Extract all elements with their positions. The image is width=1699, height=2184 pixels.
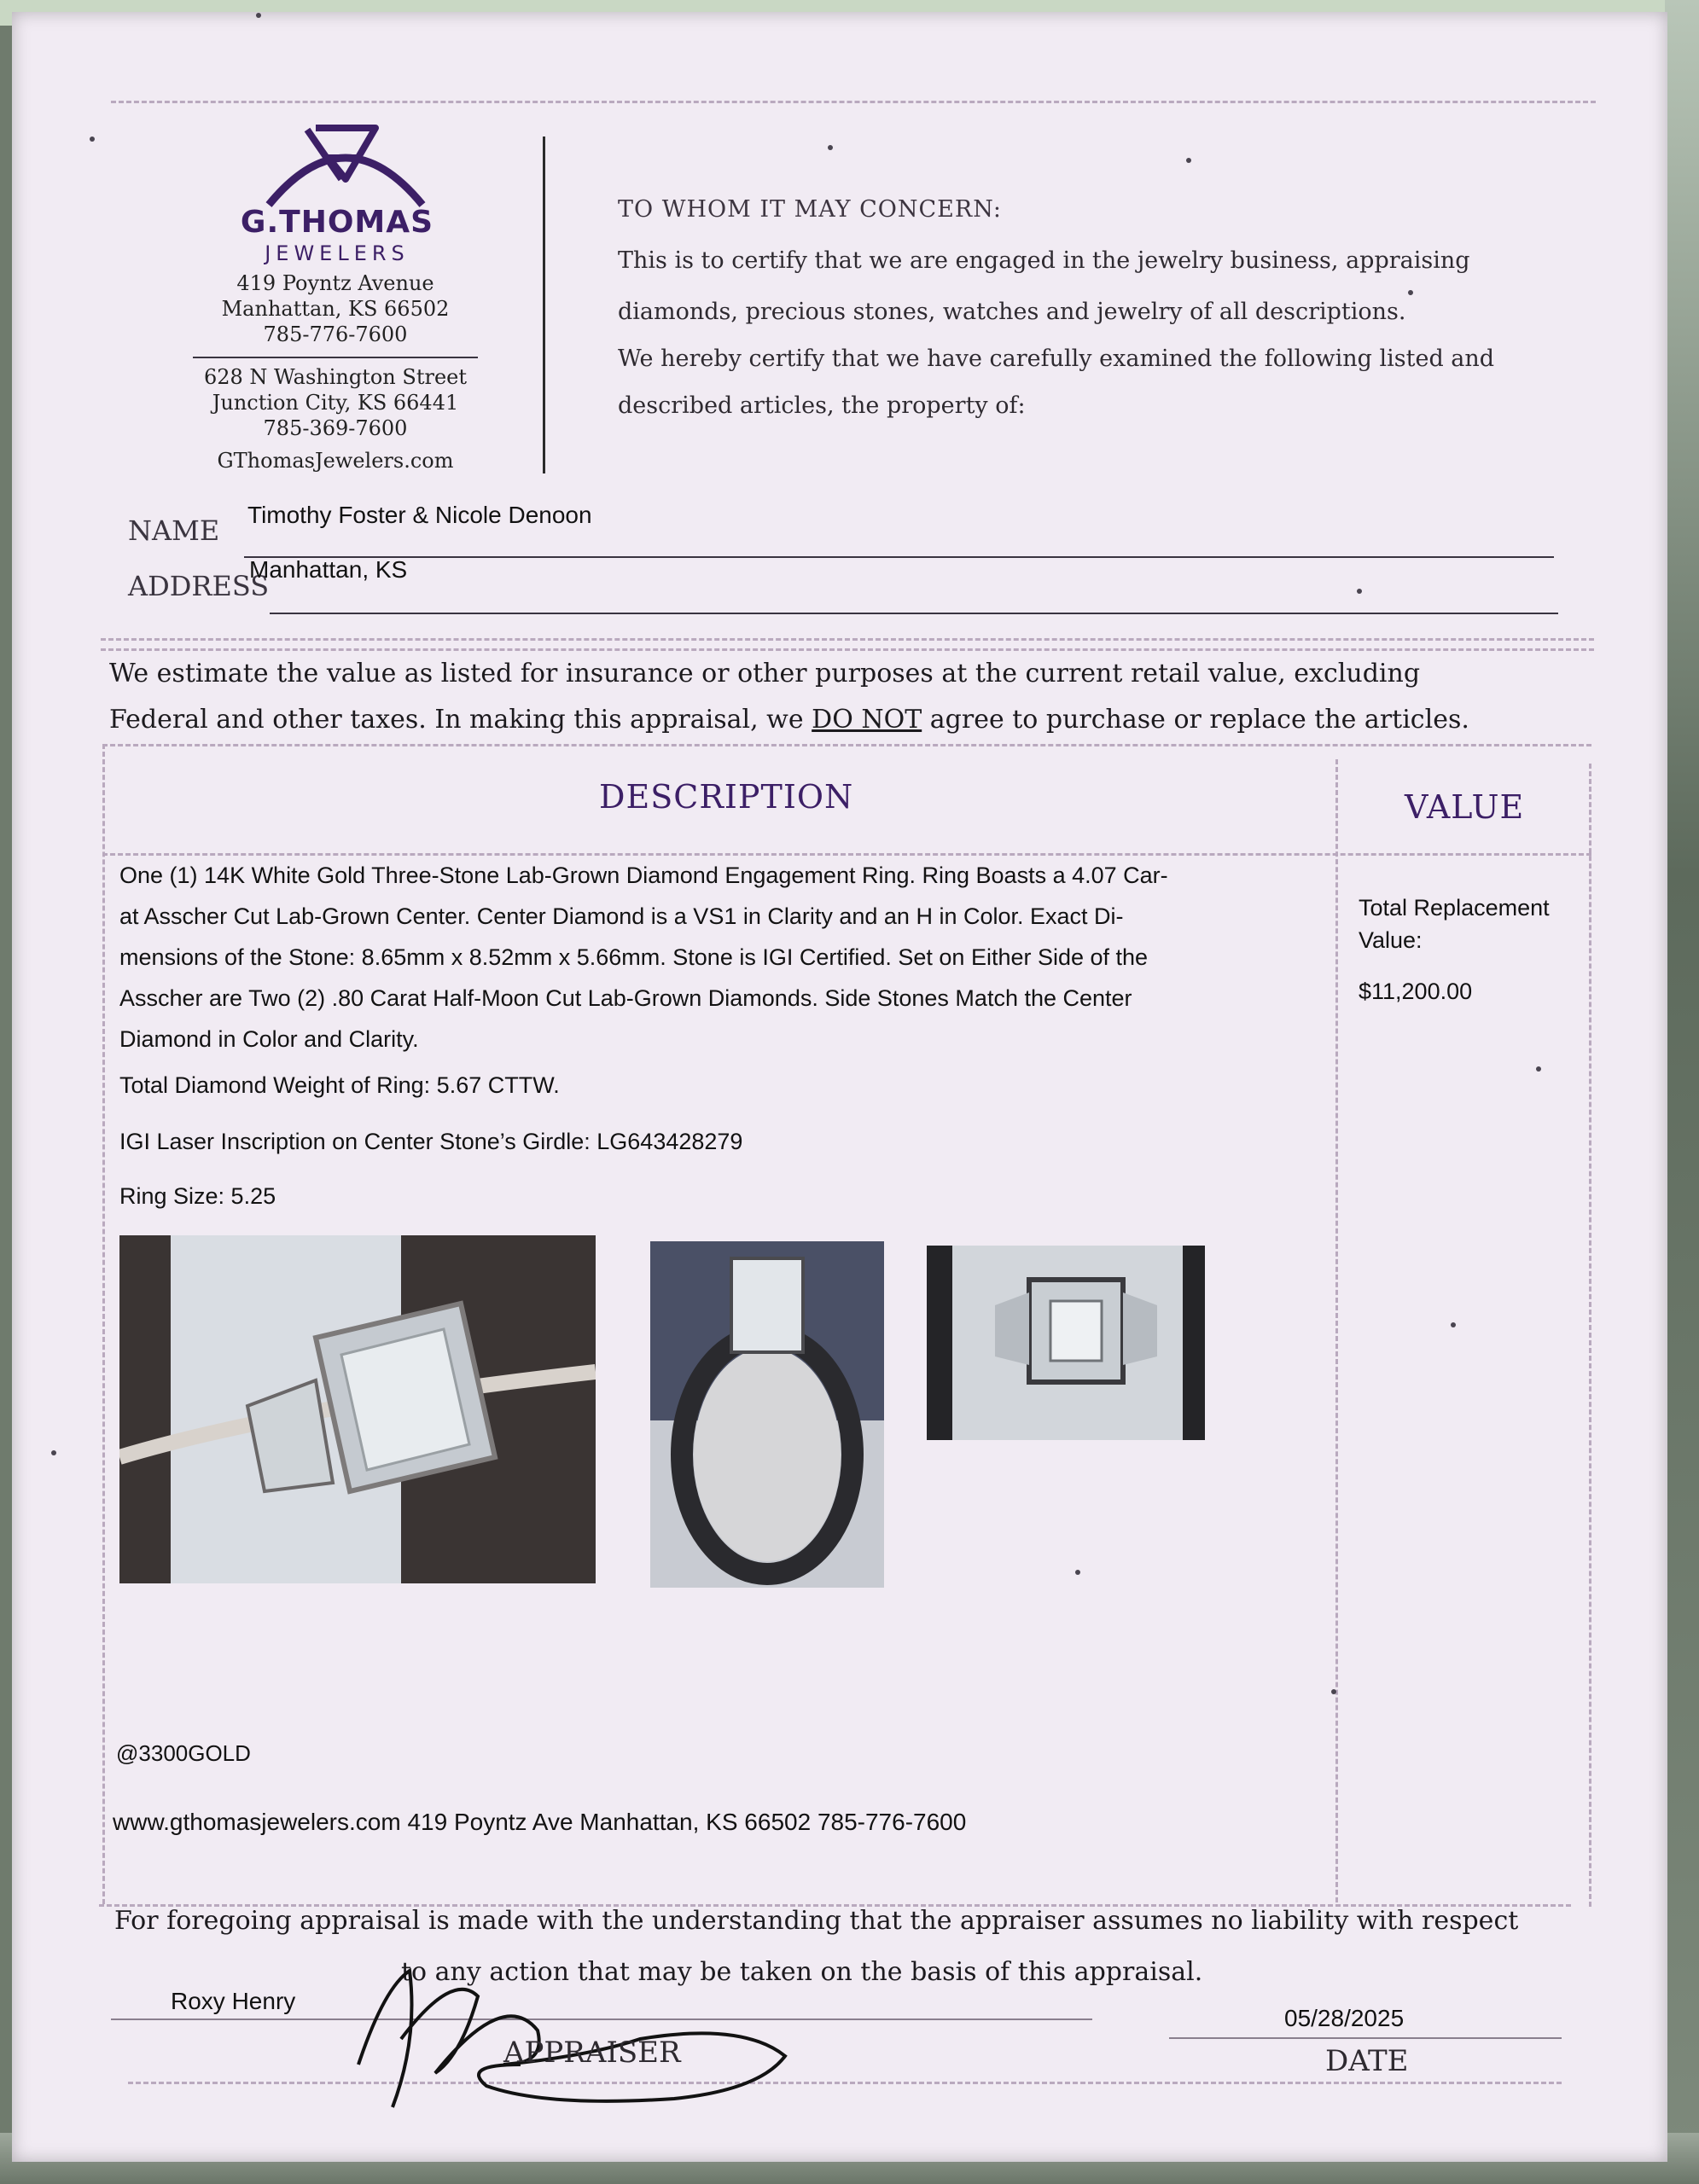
description-line-5: Diamond in Color and Clarity. [119,1026,419,1052]
description-line-1: One (1) 14K White Gold Three-Stone Lab-Grown Diamond Engagement Ring. Ring Boasts a 4.07 Car- [119,863,1168,888]
address-line-2: 628 N Washington Street [203,365,467,389]
laser-inscription: IGI Laser Inscription on Center Stone’s Girdle: LG643428279 [119,1129,743,1154]
company-name: G.THOMAS [240,205,434,240]
value-label-line-1: Total Replacement [1359,895,1550,921]
owner-address: Manhattan, KS [249,556,408,583]
address-underline [270,613,1558,614]
intro-line-2: diamonds, precious stones, watches and jewelry of all descriptions. [618,299,1406,325]
name-underline [244,556,1554,558]
mid-dashed-rule [101,638,1594,641]
speck [256,13,261,18]
address-label: ADDRESS [128,570,270,602]
header-vertical-rule [543,136,545,473]
total-diamond-weight: Total Diamond Weight of Ring: 5.67 CTTW. [119,1072,560,1098]
estimate-line-2-pre: Federal and other taxes. In making this appraisal, we [109,705,804,735]
date-line [1169,2037,1562,2039]
name-label: NAME [128,514,220,547]
photo-backdrop-right [1665,0,1699,2184]
speck [1186,158,1191,163]
appraiser-name: Roxy Henry [171,1988,296,2014]
appraiser-label: APPRAISER [503,2036,681,2070]
description-line-4: Asscher are Two (2) .80 Carat Half-Moon Cut Lab-Grown Diamonds. Side Stones Match the Center [119,985,1132,1011]
citystate-line-1: Manhattan, KS 66502 [221,297,450,321]
ring-photo-front [650,1241,884,1588]
speck [1357,589,1362,594]
table-column-divider [1335,759,1338,1902]
intro-line-1: This is to certify that we are engaged in the jewelry business, appraising [618,247,1470,274]
disclaimer-line-2: to any action that may be taken on the basis of this appraisal. [401,1957,1203,1987]
gthomas-logo-icon [265,119,427,213]
speck [90,136,95,142]
speck [828,145,833,150]
speck [1451,1322,1456,1327]
ring-size: Ring Size: 5.25 [119,1183,276,1209]
intro-line-4: described articles, the property of: [618,392,1026,419]
description-line-3: mensions of the Stone: 8.65mm x 8.52mm x 5.66mm. Stone is IGI Certified. Set on Either Side of the [119,944,1149,970]
phone-line-1: 785-776-7600 [263,322,408,346]
mid-dashed-rule-2 [101,648,1594,651]
footer-contact: www.gthomasjewelers.com 419 Poyntz Ave Manhattan, KS 66502 785-776-7600 [113,1809,967,1835]
estimate-line-1: We estimate the value as listed for insurance or other purposes at the current retail value, excluding [109,659,1421,688]
phone-line-2: 785-369-7600 [263,416,408,440]
estimate-line-2-post: agree to purchase or replace the articles. [929,705,1469,735]
company-website: GThomasJewelers.com [217,449,454,473]
appraisal-date: 05/28/2025 [1284,2005,1405,2031]
value-label-line-2: Value: [1359,927,1423,953]
citystate-line-2: Junction City, KS 66441 [212,391,459,415]
intro-line-3: We hereby certify that we have carefully examined the following listed and [618,346,1495,372]
speck [51,1450,56,1455]
appraiser-signature-icon [333,1937,811,2116]
do-not-emphasis: DO NOT [812,705,922,735]
speck [1408,290,1413,295]
description-line-2: at Asscher Cut Lab-Grown Center. Center Diamond is a VS1 in Clarity and an H in Color. Exact Di- [119,903,1124,929]
speck [1536,1066,1541,1072]
address-line-1: 419 Poyntz Avenue [236,271,434,295]
owner-name: Timothy Foster & Nicole Denoon [247,502,592,528]
top-dashed-rule [111,101,1596,103]
date-label: DATE [1325,2044,1409,2078]
appraised-value: $11,200.00 [1359,979,1473,1004]
ring-photo-top [927,1246,1205,1440]
social-handle: @3300GOLD [116,1740,251,1766]
description-header: DESCRIPTION [599,778,854,816]
disclaimer-line-1: For foregoing appraisal is made with the understanding that the appraiser assumes no liability with respect [114,1906,1519,1936]
speck [1075,1570,1080,1575]
ring-photo-side [119,1235,596,1583]
table-top-border [102,744,1591,746]
estimate-line-2 [109,698,1526,742]
intro-heading: TO WHOM IT MAY CONCERN: [618,196,1002,223]
value-header: VALUE [1405,788,1525,826]
table-left-border [102,744,105,1904]
logo-divider [193,357,478,358]
speck [1331,1689,1336,1694]
company-subtitle: JEWELERS [265,241,410,265]
